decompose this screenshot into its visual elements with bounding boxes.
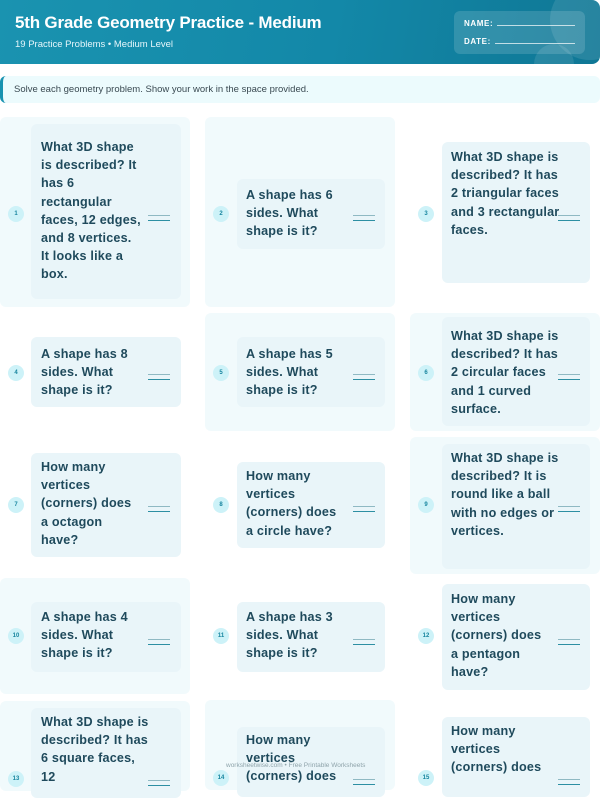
name-label: NAME: [464,19,494,28]
problem-card-11 [205,578,395,694]
question-text: What 3D shape is described? It has 2 circular faces and 1 curved surface. [451,329,559,416]
answer-line[interactable] [558,779,580,785]
question-box [31,602,181,672]
question-box [237,337,385,407]
answer-line[interactable] [558,506,580,512]
problem-number: 9 [418,497,434,513]
problem-number: 4 [8,365,24,381]
problem-card-5 [205,313,395,431]
date-line[interactable] [495,43,575,44]
answer-line[interactable] [353,506,375,512]
problem-number: 1 [8,206,24,222]
footer-watermark: worksheetwise.com • Free Printable Worksheets [226,762,366,769]
question-text: How many vertices (corners) does a circle have? [246,469,337,538]
answer-line[interactable] [353,639,375,645]
question-text: What 3D shape is described? It has 2 triangular faces and 3 rectangular faces. [451,150,560,237]
question-text: How many vertices (corners) does [451,724,542,775]
question-box [237,602,385,672]
question-box [442,142,590,283]
problem-number: 13 [8,771,24,787]
instructions-text: Solve each geometry problem. Show your work in the space provided. [14,84,309,95]
question-text: A shape has 5 sides. What shape is it? [246,347,333,398]
question-text: A shape has 4 sides. What shape is it? [41,610,128,661]
question-text: What 3D shape is described? It has 6 rectangular faces, 12 edges, and 8 vertices. It looks like a box. [41,140,141,282]
problem-card-13 [0,701,190,791]
name-date-box [454,11,585,54]
answer-line[interactable] [353,779,375,785]
problem-card-1 [0,117,190,307]
question-text: How many vertices (corners) does [246,733,337,784]
date-label: DATE: [464,37,491,46]
question-box [442,717,590,797]
date-field[interactable] [464,37,575,46]
question-text: What 3D shape is described? It has 6 square faces, 12 [41,715,149,784]
page-title: 5th Grade Geometry Practice - Medium [15,13,322,32]
question-box [31,124,181,299]
answer-line[interactable] [148,215,170,221]
problem-card-9 [410,437,600,574]
question-box [31,453,181,557]
problem-number: 6 [418,365,434,381]
answer-line[interactable] [148,639,170,645]
instructions-banner [0,76,600,103]
answer-line[interactable] [558,374,580,380]
question-box [442,584,590,690]
question-text: What 3D shape is described? It is round like a ball with no edges or vertices. [451,451,559,538]
problem-card-15 [410,700,600,790]
problem-number: 11 [213,628,229,644]
problem-number: 2 [213,206,229,222]
answer-line[interactable] [558,215,580,221]
worksheet-header [0,0,600,64]
question-text: A shape has 6 sides. What shape is it? [246,188,333,239]
question-box [237,179,385,249]
problem-number: 3 [418,206,434,222]
answer-line[interactable] [148,374,170,380]
answer-line[interactable] [353,215,375,221]
name-field[interactable] [464,19,575,28]
problem-card-3 [410,117,600,307]
name-line[interactable] [497,25,575,26]
problem-card-12 [410,578,600,694]
problem-number: 5 [213,365,229,381]
problem-number: 15 [418,770,434,786]
problem-card-10 [0,578,190,694]
answer-line[interactable] [353,374,375,380]
question-box [31,337,181,407]
question-text: How many vertices (corners) does a octagon have? [41,460,132,547]
problem-card-8 [205,437,395,570]
problem-card-6 [410,313,600,431]
problem-card-4 [0,313,190,431]
answer-line[interactable] [558,639,580,645]
question-box [237,462,385,548]
question-text: A shape has 3 sides. What shape is it? [246,610,333,661]
problem-card-2 [205,117,395,307]
problem-card-7 [0,437,190,570]
problem-number: 7 [8,497,24,513]
problem-card-14 [205,700,395,790]
page-subtitle: 19 Practice Problems • Medium Level [15,39,174,50]
question-box [442,317,590,426]
answer-line[interactable] [148,780,170,786]
problem-number: 12 [418,628,434,644]
problem-number: 8 [213,497,229,513]
question-text: How many vertices (corners) does a pentagon have? [451,592,542,679]
question-text: A shape has 8 sides. What shape is it? [41,347,128,398]
problem-number: 14 [213,770,229,786]
answer-line[interactable] [148,506,170,512]
problem-number: 10 [8,628,24,644]
